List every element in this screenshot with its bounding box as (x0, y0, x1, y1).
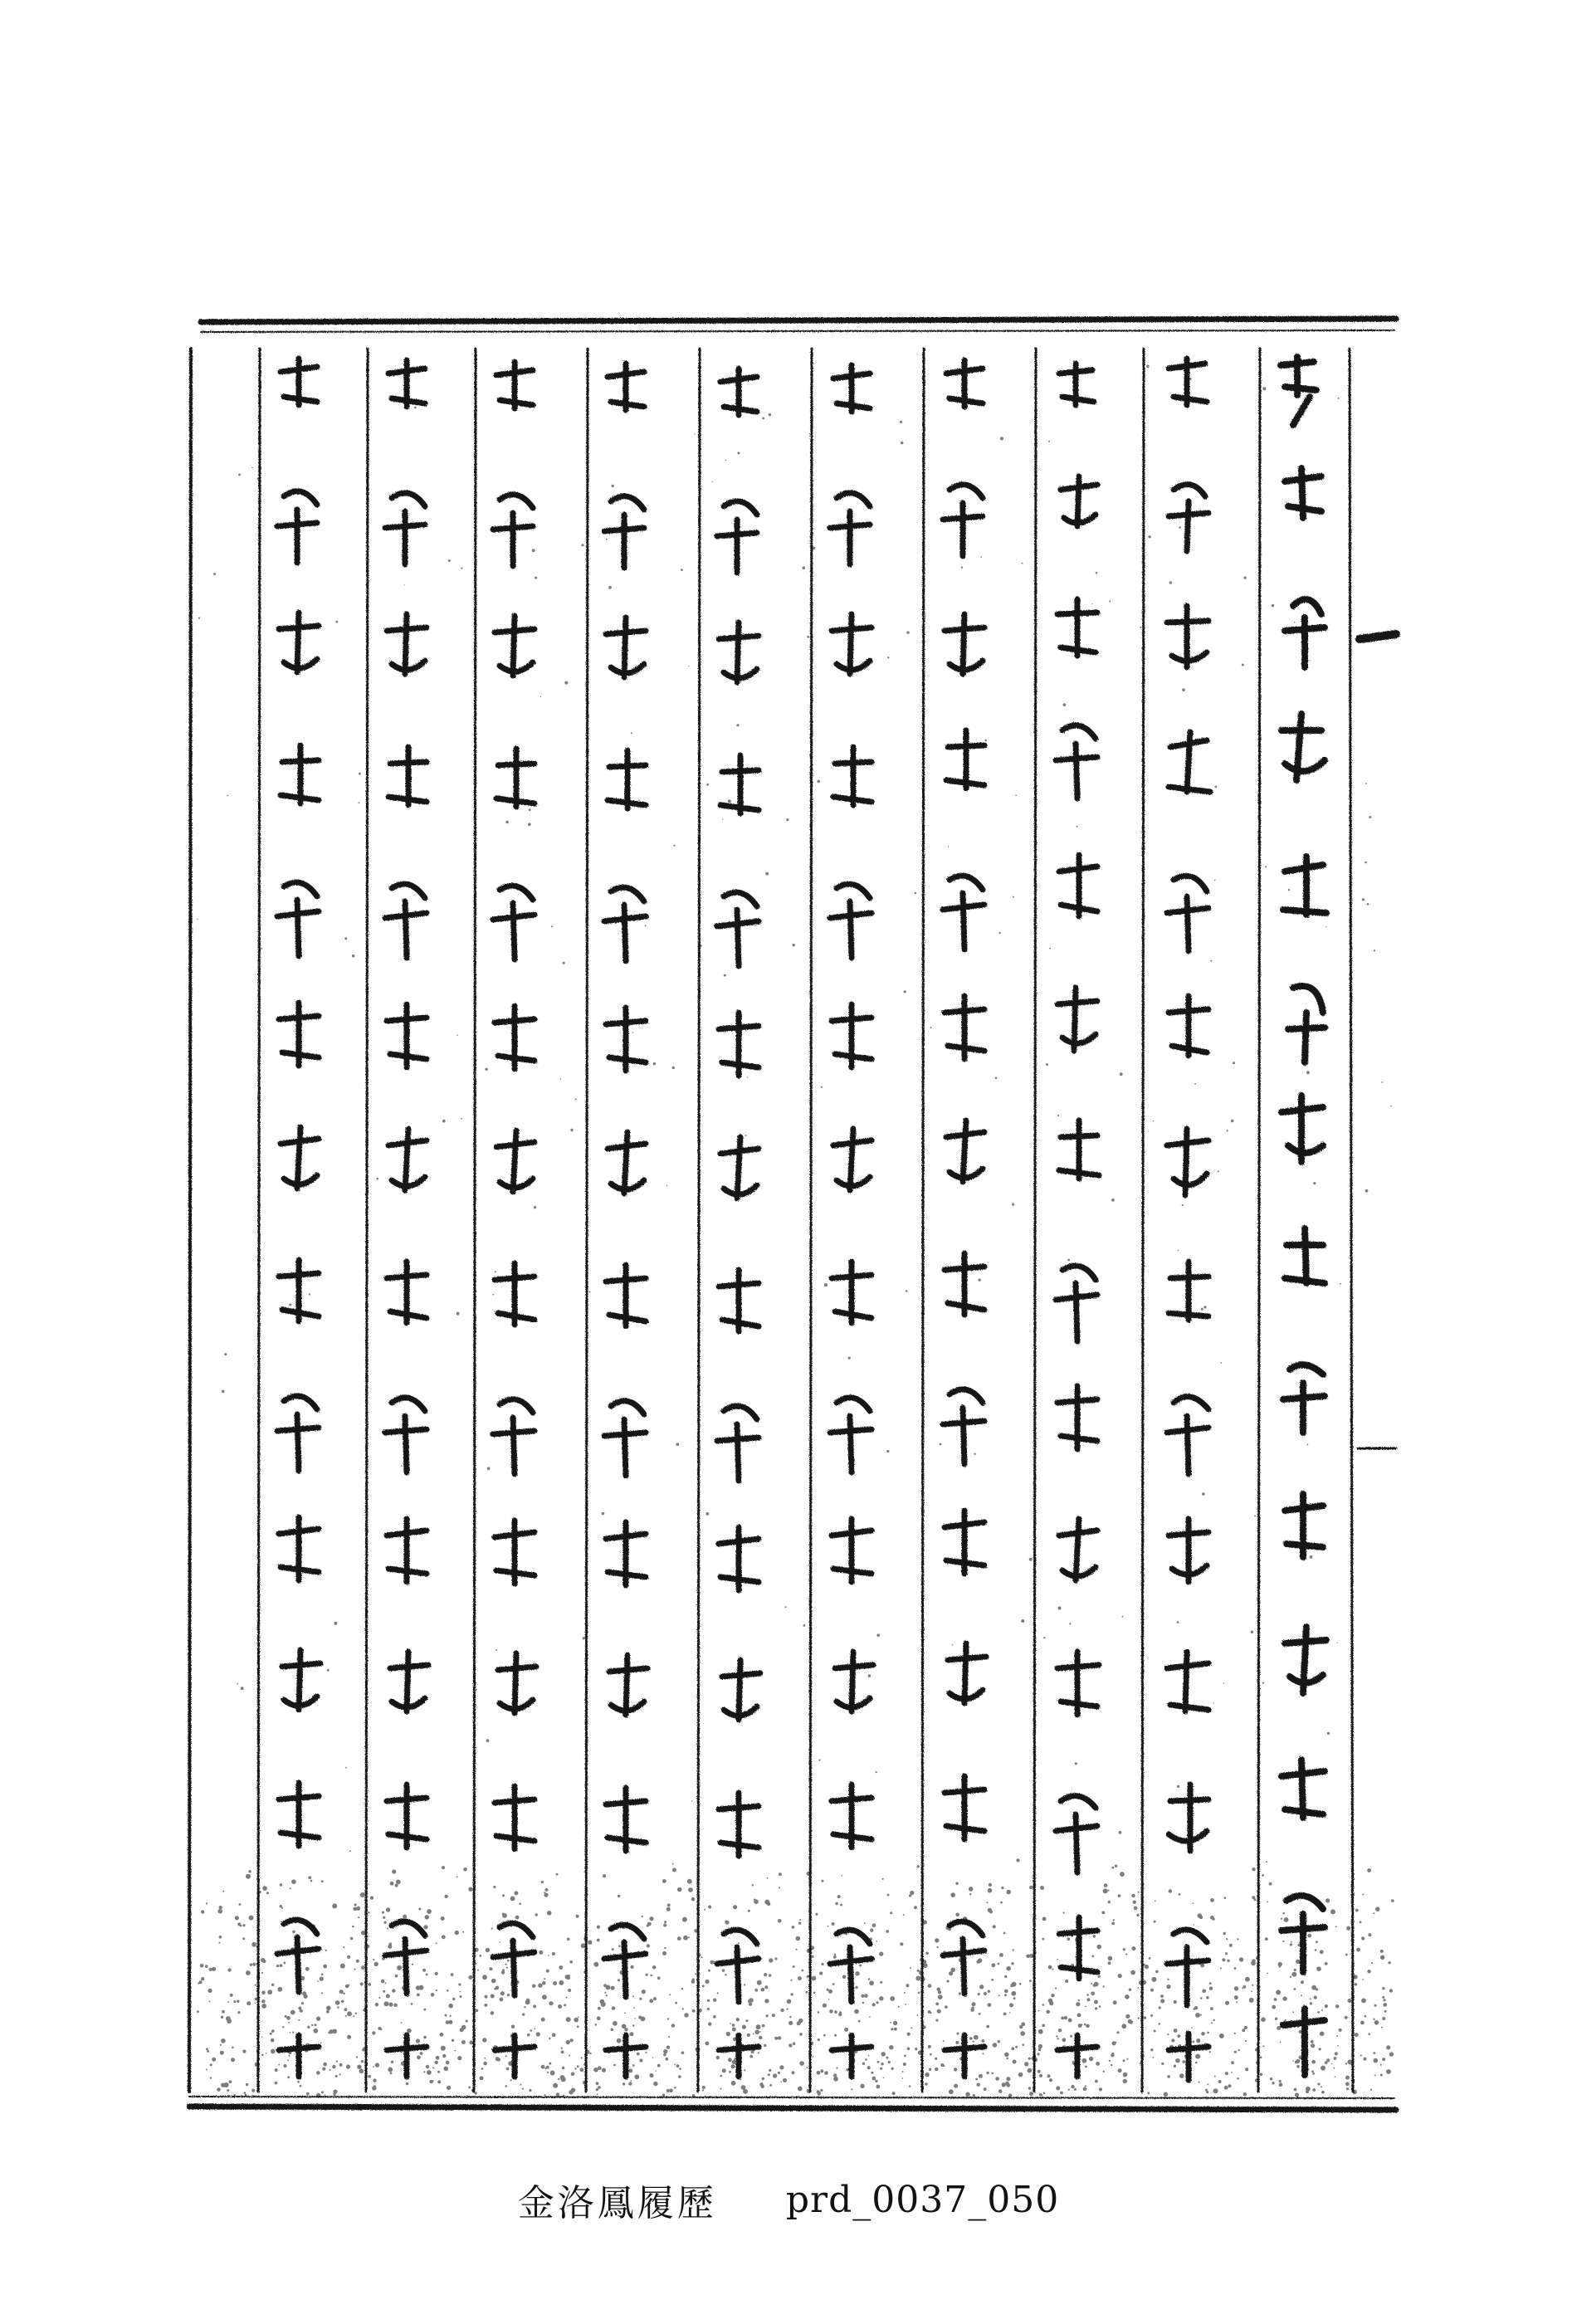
manuscript-page-scan (181, 299, 1411, 2141)
manuscript-column-5 (830, 365, 873, 2077)
manuscript-column-10 (277, 359, 320, 2077)
ruled-frame (189, 319, 1396, 2110)
caption-document-id: prd_0037_050 (785, 2178, 1060, 2221)
manuscript-column-1 (1281, 357, 1326, 2075)
manuscript-column-8 (493, 362, 536, 2077)
manuscript-column-6 (717, 369, 760, 2077)
manuscript-scan-image (181, 299, 1411, 2141)
manuscript-column-4 (943, 360, 986, 2077)
scan-speckle (197, 365, 1394, 2098)
manuscript-column-3 (1056, 364, 1099, 2077)
manuscript-column-7 (604, 364, 647, 2077)
caption-title: 金洛鳳履歷 (517, 2182, 717, 2224)
handwritten-columns (277, 357, 1326, 2080)
manuscript-column-2 (1167, 359, 1210, 2080)
manuscript-column-9 (385, 360, 428, 2077)
document-caption (0, 2173, 1577, 2239)
